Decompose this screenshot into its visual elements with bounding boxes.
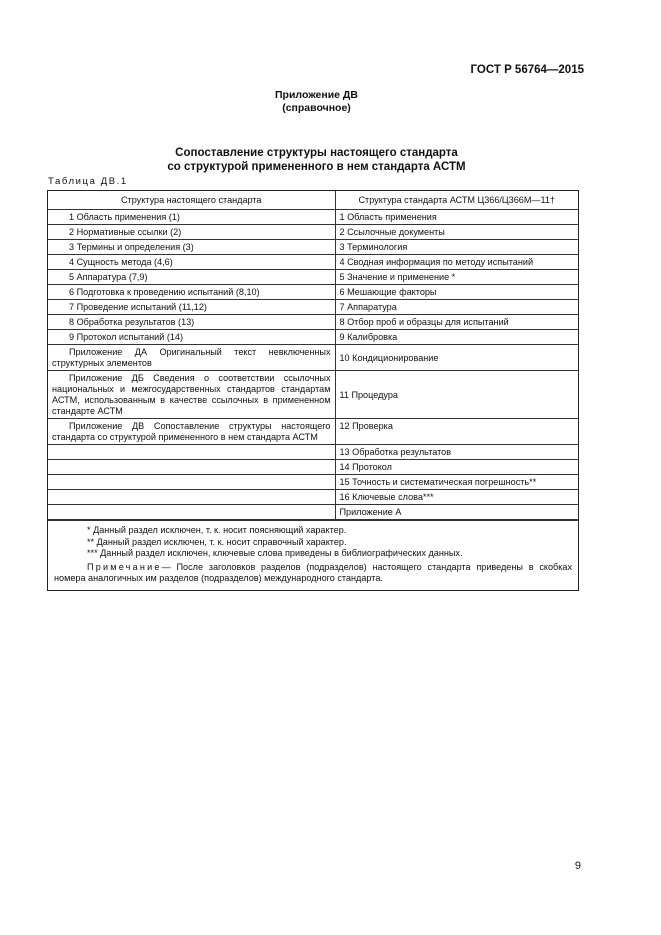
cell-astm-standard: 10 Кондиционирование	[335, 345, 578, 371]
table-row	[48, 345, 578, 371]
table-header-row	[48, 191, 578, 210]
appendix-title-block	[0, 89, 633, 115]
table-row	[48, 460, 578, 475]
cell-astm-standard: 5 Значение и применение *	[335, 270, 578, 285]
table-row	[48, 490, 578, 505]
appendix-title: Приложение ДВ	[275, 89, 358, 101]
heading-line-1: Сопоставление структуры настоящего стандарта	[175, 147, 458, 159]
table-row	[48, 255, 578, 270]
cell-astm-standard: 1 Область применения	[335, 210, 578, 225]
table-row	[48, 419, 578, 445]
cell-astm-standard: 7 Аппаратура	[335, 300, 578, 315]
cell-this-standard: 7 Проведение испытаний (11,12)	[48, 300, 335, 315]
cell-this-standard	[48, 345, 335, 371]
column-header-this-standard: Структура настоящего стандарта	[48, 191, 335, 210]
table-row	[48, 240, 578, 255]
cell-astm-standard: 3 Терминология	[335, 240, 578, 255]
standard-number: ГОСТ Р 56764—2015	[470, 64, 584, 76]
cell-astm-standard: 14 Протокол	[335, 460, 578, 475]
cell-this-standard	[48, 475, 335, 490]
cell-this-standard	[48, 490, 335, 505]
cell-astm-standard: 12 Проверка	[335, 419, 578, 445]
cell-this-standard	[48, 460, 335, 475]
footnote: *** Данный раздел исключен, ключевые слова приведены в библиографических данных.	[87, 548, 463, 558]
cell-this-standard: 8 Обработка результатов (13)	[48, 315, 335, 330]
cell-this-standard	[48, 419, 335, 445]
cell-astm-standard: 4 Сводная информация по методу испытаний	[335, 255, 578, 270]
footnote: ** Данный раздел исключен, т. к. носит справочный характер.	[87, 536, 347, 547]
cell-astm-standard: 15 Точность и систематическая погрешность**	[335, 475, 578, 490]
cell-this-standard: 3 Термины и определения (3)	[48, 240, 335, 255]
table-row	[48, 315, 578, 330]
cell-text: Приложение ДА Оригинальный текст невключенных структурных элементов	[52, 347, 331, 368]
table-row	[48, 225, 578, 240]
cell-this-standard	[48, 371, 335, 419]
cell-this-standard: 1 Область применения (1)	[48, 210, 335, 225]
cell-this-standard: 9 Протокол испытаний (14)	[48, 330, 335, 345]
cell-this-standard: 6 Подготовка к проведению испытаний (8,10)	[48, 285, 335, 300]
note-text: — После заголовков разделов (подразделов) настоящего стандарта приведены в скобках номера аналогичных им разделов (подразделов) международного стандарта.	[54, 561, 572, 583]
cell-astm-standard: 16 Ключевые слова***	[335, 490, 578, 505]
cell-astm-standard: 9 Калибровка	[335, 330, 578, 345]
table-row	[48, 300, 578, 315]
table-row	[48, 285, 578, 300]
comparison-table	[48, 191, 578, 520]
heading-line-2: со структурой примененного в нем стандарта АСТМ	[167, 161, 466, 173]
table-row	[48, 445, 578, 460]
appendix-subtitle: (справочное)	[282, 102, 351, 114]
table-row	[48, 330, 578, 345]
note-label: Примечание	[87, 561, 162, 572]
cell-text: Приложение ДБ Сведения о соответствии ссылочных национальных и межгосударственных стандартов стандартам АСТМ, использованным в качестве ссылочных в примененном стандарте АСТМ	[52, 373, 331, 416]
table-note	[54, 562, 572, 585]
table-row	[48, 475, 578, 490]
document-heading	[0, 146, 633, 174]
cell-this-standard: 5 Аппаратура (7,9)	[48, 270, 335, 285]
comparison-table-frame	[47, 190, 579, 591]
table-row	[48, 270, 578, 285]
cell-this-standard	[48, 505, 335, 520]
cell-astm-standard: Приложение А	[335, 505, 578, 520]
table-caption: Таблица ДВ.1	[48, 176, 128, 187]
cell-text: Приложение ДВ Сопоставление структуры настоящего стандарта со структурой примененного в нем стандарта АСТМ	[52, 421, 331, 442]
cell-astm-standard: 6 Мешающие факторы	[335, 285, 578, 300]
cell-astm-standard: 13 Обработка результатов	[335, 445, 578, 460]
footnote: * Данный раздел исключен, т. к. носит поясняющий характер.	[87, 525, 347, 535]
table-row	[48, 210, 578, 225]
cell-this-standard: 4 Сущность метода (4,6)	[48, 255, 335, 270]
cell-astm-standard: 8 Отбор проб и образцы для испытаний	[335, 315, 578, 330]
cell-astm-standard: 11 Процедура	[335, 371, 578, 419]
cell-this-standard	[48, 445, 335, 460]
table-notes	[48, 520, 578, 590]
cell-astm-standard: 2 Ссылочные документы	[335, 225, 578, 240]
table-row	[48, 371, 578, 419]
column-header-astm-standard: Структура стандарта АСТМ Ц366/Ц366М—11†	[335, 191, 578, 210]
cell-this-standard: 2 Нормативные ссылки (2)	[48, 225, 335, 240]
page-number: 9	[574, 860, 581, 872]
table-row	[48, 505, 578, 520]
